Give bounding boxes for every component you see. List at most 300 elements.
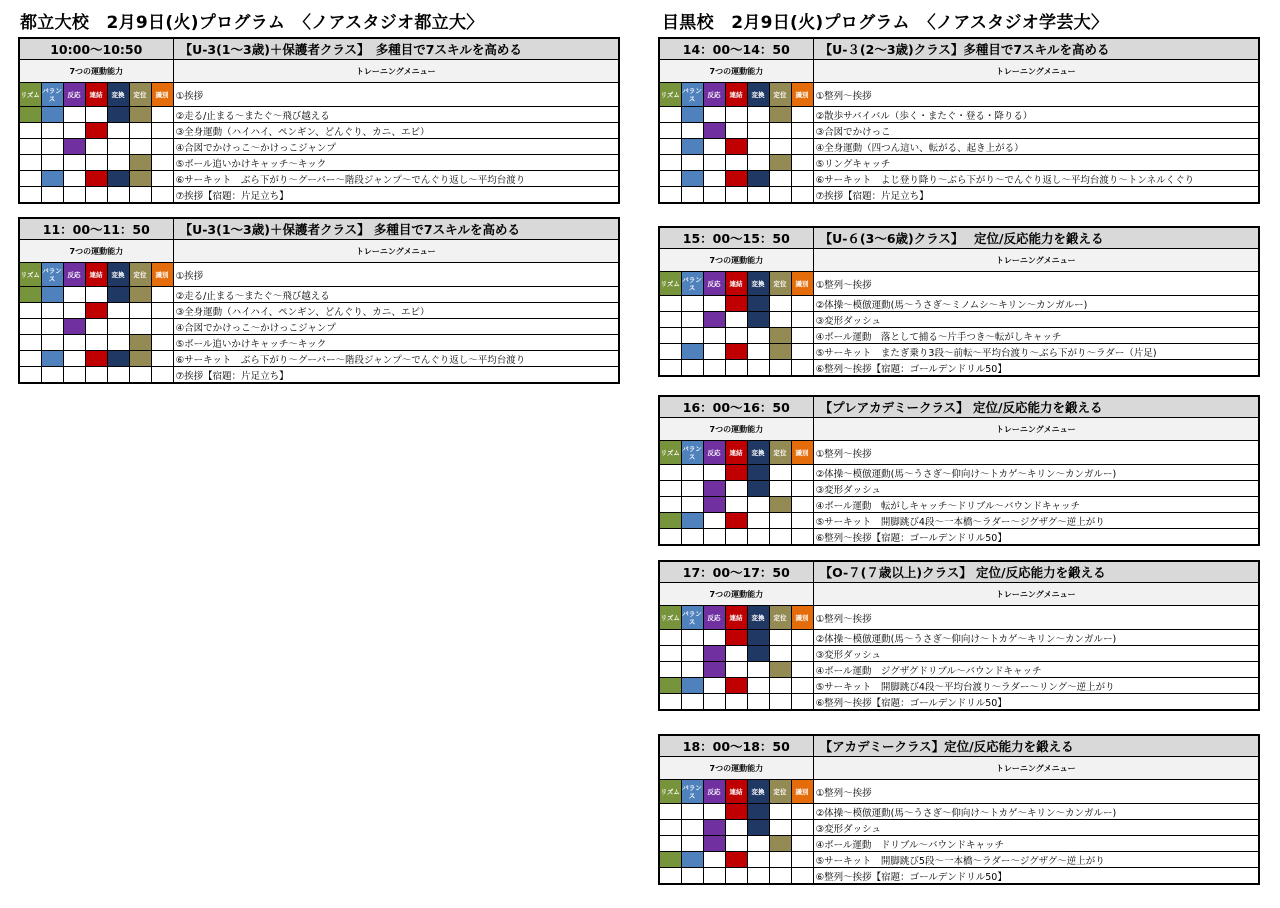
ability-mark-coordination (85, 171, 107, 187)
left-school-column (20, 8, 620, 38)
ability-cell-empty (85, 319, 107, 335)
ability-cell-empty (769, 630, 791, 646)
session-time: 15：00〜15：50 (659, 227, 813, 249)
ability-cell-empty (703, 296, 725, 312)
ability-cell-empty (791, 187, 813, 204)
ability-mark-reaction (703, 312, 725, 328)
ability-mark-orientation (129, 107, 151, 123)
ability-cell-empty (791, 868, 813, 885)
abilities-header: 7つの運動能力 (659, 757, 813, 780)
ability-cell-empty (107, 303, 129, 319)
right-school-column (662, 8, 1262, 38)
ability-cell-empty (659, 312, 681, 328)
ability-mark-orientation (769, 497, 791, 513)
ability-cell-empty (19, 123, 41, 139)
abilities-header: 7つの運動能力 (659, 583, 813, 606)
ability-cell-empty (681, 296, 703, 312)
menu-row (19, 139, 619, 155)
abilities-header: 7つの運動能力 (19, 240, 173, 263)
ability-cell-empty (659, 694, 681, 711)
menu-item: ⑥整列〜挨拶【宿題：ゴールデンドリル50】 (813, 868, 1259, 885)
ability-cell-empty (703, 465, 725, 481)
session-class: 【U-3(1〜3歳)＋保護者クラス】 多種目で7スキルを高める (173, 218, 619, 240)
session-class: 【U-６(3〜6歳)クラス】 定位/反応能力を鍛える (813, 227, 1259, 249)
ability-cell-empty (747, 513, 769, 529)
schedule-block (18, 217, 620, 384)
ability-cell-empty (747, 868, 769, 885)
ability-cell-empty (659, 481, 681, 497)
ability-reaction-label: 反応 (63, 263, 85, 287)
ability-cell-empty (703, 344, 725, 360)
session-header (659, 38, 1259, 60)
ability-conversion-label: 変換 (747, 83, 769, 107)
ability-cell-empty (681, 328, 703, 344)
ability-cell-empty (747, 836, 769, 852)
menu-item: ⑤リングキャッチ (813, 155, 1259, 171)
ability-cell-empty (703, 804, 725, 820)
menu-row (659, 662, 1259, 678)
menu-row (19, 367, 619, 384)
ability-mark-reaction (703, 662, 725, 678)
school-title: 目黒校 2月9日(火)プログラム 〈ノアスタジオ学芸大〉 (662, 13, 1109, 33)
ability-cell-empty (769, 312, 791, 328)
ability-mark-conversion (747, 296, 769, 312)
ability-coordination-label: 連結 (85, 83, 107, 107)
ability-cell-empty (151, 171, 173, 187)
menu-item: ⑦挨拶【宿題：片足立ち】 (173, 187, 619, 204)
ability-cell-empty (107, 319, 129, 335)
ability-cell-empty (659, 171, 681, 187)
ability-cell-empty (791, 465, 813, 481)
ability-cell-empty (703, 678, 725, 694)
ability-cell-empty (107, 335, 129, 351)
column-header-row (19, 60, 619, 83)
ability-cell-empty (63, 303, 85, 319)
ability-differentiation-label: 識別 (791, 441, 813, 465)
menu-row (19, 335, 619, 351)
ability-orientation-label: 定位 (769, 83, 791, 107)
ability-mark-conversion (747, 630, 769, 646)
ability-balance-label: バランス (681, 272, 703, 296)
menu-row (659, 296, 1259, 312)
ability-cell-empty (63, 107, 85, 123)
ability-mark-coordination (725, 852, 747, 868)
ability-rhythm-label: リズム (659, 272, 681, 296)
ability-mark-balance (681, 678, 703, 694)
ability-cell-empty (107, 123, 129, 139)
ability-cell-empty (703, 630, 725, 646)
menu-item: ⑤サーキット 開脚跳び4段〜一本橋〜ラダー〜ジグザグ〜逆上がり (813, 513, 1259, 529)
ability-cell-empty (791, 662, 813, 678)
menu-item: ④ボール運動 転がしキャッチ〜ドリブル〜バウンドキャッチ (813, 497, 1259, 513)
ability-cell-empty (659, 646, 681, 662)
menu-item: ③変形ダッシュ (813, 481, 1259, 497)
ability-rhythm-label: リズム (659, 83, 681, 107)
ability-row (659, 606, 1259, 630)
ability-cell-empty (681, 155, 703, 171)
ability-cell-empty (681, 360, 703, 377)
ability-conversion-label: 変換 (107, 83, 129, 107)
ability-cell-empty (151, 187, 173, 204)
ability-cell-empty (725, 360, 747, 377)
schedule-block (658, 560, 1260, 711)
ability-cell-empty (681, 465, 703, 481)
ability-conversion-label: 変換 (747, 780, 769, 804)
ability-mark-reaction (703, 481, 725, 497)
ability-cell-empty (85, 107, 107, 123)
ability-coordination-label: 連結 (725, 272, 747, 296)
ability-mark-conversion (747, 312, 769, 328)
ability-mark-conversion (747, 481, 769, 497)
ability-cell-empty (747, 139, 769, 155)
ability-cell-empty (725, 497, 747, 513)
ability-cell-empty (151, 335, 173, 351)
menu-row (659, 171, 1259, 187)
menu-item: ④ボール運動 落として捕る〜片手つき〜転がしキャッチ (813, 328, 1259, 344)
ability-cell-empty (747, 852, 769, 868)
ability-cell-empty (791, 852, 813, 868)
ability-reaction-label: 反応 (703, 83, 725, 107)
abilities-header: 7つの運動能力 (659, 418, 813, 441)
abilities-header: 7つの運動能力 (659, 249, 813, 272)
ability-cell-empty (85, 367, 107, 384)
ability-cell-empty (791, 529, 813, 546)
abilities-header: 7つの運動能力 (19, 60, 173, 83)
ability-mark-conversion (107, 171, 129, 187)
ability-mark-orientation (129, 287, 151, 303)
menu-item: ⑤ボール追いかけキャッチ〜キック (173, 335, 619, 351)
ability-cell-empty (41, 335, 63, 351)
schedule-block (658, 734, 1260, 885)
ability-mark-orientation (129, 335, 151, 351)
menu-row (19, 319, 619, 335)
ability-cell-empty (791, 820, 813, 836)
ability-mark-coordination (725, 296, 747, 312)
ability-cell-empty (63, 351, 85, 367)
ability-cell-empty (747, 529, 769, 546)
ability-mark-coordination (725, 465, 747, 481)
menu-item: ④全身運動（四つん這い、転がる、起き上がる） (813, 139, 1259, 155)
ability-cell-empty (769, 529, 791, 546)
ability-cell-empty (769, 123, 791, 139)
menu-item: ③合図でかけっこ (813, 123, 1259, 139)
column-header-row (659, 757, 1259, 780)
ability-mark-conversion (107, 107, 129, 123)
ability-cell-empty (791, 836, 813, 852)
ability-cell-empty (659, 497, 681, 513)
menu-item: ③変形ダッシュ (813, 820, 1259, 836)
ability-rhythm-label: リズム (659, 606, 681, 630)
ability-cell-empty (725, 155, 747, 171)
ability-mark-balance (681, 852, 703, 868)
menu-row (659, 107, 1259, 123)
ability-cell-empty (747, 360, 769, 377)
ability-mark-reaction (63, 139, 85, 155)
menu-row (659, 481, 1259, 497)
ability-cell-empty (659, 123, 681, 139)
ability-cell-empty (703, 187, 725, 204)
menu-item: ⑥整列〜挨拶【宿題：ゴールデンドリル50】 (813, 360, 1259, 377)
ability-balance-label: バランス (41, 83, 63, 107)
ability-cell-empty (151, 319, 173, 335)
ability-cell-empty (747, 155, 769, 171)
menu-row (19, 351, 619, 367)
ability-mark-conversion (747, 804, 769, 820)
ability-cell-empty (725, 868, 747, 885)
menu-row (659, 155, 1259, 171)
ability-cell-empty (19, 367, 41, 384)
ability-cell-empty (725, 123, 747, 139)
session-class: 【U-３(2〜3歳)クラス】多種目で7スキルを高める (813, 38, 1259, 60)
menu-row (19, 123, 619, 139)
menu-row (659, 836, 1259, 852)
menu-header: トレーニングメニュー (813, 60, 1259, 83)
ability-cell-empty (747, 662, 769, 678)
ability-cell-empty (791, 123, 813, 139)
ability-mark-coordination (85, 351, 107, 367)
ability-mark-conversion (747, 820, 769, 836)
ability-balance-label: バランス (681, 780, 703, 804)
ability-cell-empty (681, 123, 703, 139)
menu-item: ②体操〜模倣運動(馬〜うさぎ〜仰向け〜トカゲ〜キリン〜カンガルー) (813, 630, 1259, 646)
ability-conversion-label: 変換 (107, 263, 129, 287)
ability-balance-label: バランス (41, 263, 63, 287)
ability-mark-coordination (725, 630, 747, 646)
menu-item: ②走る/止まる〜またぐ〜飛び越える (173, 287, 619, 303)
ability-mark-reaction (703, 820, 725, 836)
ability-cell-empty (747, 678, 769, 694)
menu-row (659, 328, 1259, 344)
ability-mark-balance (41, 107, 63, 123)
ability-cell-empty (681, 481, 703, 497)
ability-cell-empty (791, 360, 813, 377)
menu-row (659, 360, 1259, 377)
ability-cell-empty (659, 630, 681, 646)
ability-reaction-label: 反応 (703, 780, 725, 804)
ability-mark-reaction (703, 123, 725, 139)
ability-cell-empty (151, 351, 173, 367)
ability-cell-empty (769, 171, 791, 187)
ability-cell-empty (725, 662, 747, 678)
menu-header: トレーニングメニュー (173, 60, 619, 83)
ability-cell-empty (659, 868, 681, 885)
menu-item: ①整列〜挨拶 (813, 606, 1259, 630)
menu-row (659, 123, 1259, 139)
ability-mark-coordination (725, 139, 747, 155)
menu-item: ②散歩サバイバル（歩く・またぐ・登る・降りる） (813, 107, 1259, 123)
ability-mark-conversion (747, 646, 769, 662)
session-time: 18：00〜18：50 (659, 735, 813, 757)
ability-balance-label: バランス (681, 441, 703, 465)
ability-cell-empty (659, 328, 681, 344)
ability-cell-empty (747, 344, 769, 360)
menu-row (659, 646, 1259, 662)
ability-cell-empty (791, 312, 813, 328)
ability-cell-empty (63, 335, 85, 351)
menu-row (659, 804, 1259, 820)
ability-cell-empty (129, 123, 151, 139)
ability-conversion-label: 変換 (747, 272, 769, 296)
ability-cell-empty (769, 646, 791, 662)
schedule-table (658, 734, 1260, 885)
ability-cell-empty (85, 335, 107, 351)
ability-coordination-label: 連結 (725, 606, 747, 630)
ability-mark-orientation (769, 107, 791, 123)
ability-balance-label: バランス (681, 83, 703, 107)
ability-mark-orientation (769, 344, 791, 360)
menu-row (659, 820, 1259, 836)
ability-cell-empty (659, 465, 681, 481)
ability-cell-empty (681, 187, 703, 204)
schedule-table (18, 37, 620, 204)
menu-item: ③変形ダッシュ (813, 646, 1259, 662)
ability-mark-reaction (703, 497, 725, 513)
ability-mark-coordination (725, 678, 747, 694)
ability-cell-empty (791, 155, 813, 171)
session-time: 11：00〜11：50 (19, 218, 173, 240)
ability-cell-empty (681, 497, 703, 513)
ability-cell-empty (659, 529, 681, 546)
ability-mark-orientation (129, 155, 151, 171)
column-header-row (19, 240, 619, 263)
menu-item: ①整列〜挨拶 (813, 83, 1259, 107)
ability-cell-empty (703, 868, 725, 885)
ability-cell-empty (129, 367, 151, 384)
schedule-table (658, 395, 1260, 546)
ability-cell-empty (703, 328, 725, 344)
ability-mark-orientation (769, 662, 791, 678)
ability-cell-empty (791, 171, 813, 187)
menu-row (659, 312, 1259, 328)
ability-mark-rhythm (19, 287, 41, 303)
menu-item: ②走る/止まる〜またぐ〜飛び越える (173, 107, 619, 123)
ability-cell-empty (63, 171, 85, 187)
menu-row (659, 344, 1259, 360)
ability-cell-empty (19, 139, 41, 155)
ability-mark-conversion (107, 287, 129, 303)
menu-item: ⑥整列〜挨拶【宿題：ゴールデンドリル50】 (813, 529, 1259, 546)
ability-mark-balance (681, 513, 703, 529)
menu-item: ⑤サーキット 開脚跳び4段〜平均台渡り〜ラダー〜リング〜逆上がり (813, 678, 1259, 694)
ability-cell-empty (681, 804, 703, 820)
ability-cell-empty (681, 630, 703, 646)
column-header-row (659, 249, 1259, 272)
session-time: 14：00〜14：50 (659, 38, 813, 60)
ability-row (659, 272, 1259, 296)
ability-mark-reaction (703, 646, 725, 662)
menu-row (659, 139, 1259, 155)
menu-row (659, 465, 1259, 481)
ability-cell-empty (63, 287, 85, 303)
ability-cell-empty (725, 481, 747, 497)
ability-cell-empty (725, 820, 747, 836)
menu-item: ⑥整列〜挨拶【宿題：ゴールデンドリル50】 (813, 694, 1259, 711)
menu-item: ⑤ボール追いかけキャッチ〜キック (173, 155, 619, 171)
ability-cell-empty (41, 187, 63, 204)
ability-cell-empty (41, 303, 63, 319)
ability-mark-coordination (725, 171, 747, 187)
ability-orientation-label: 定位 (769, 272, 791, 296)
ability-cell-empty (63, 123, 85, 139)
ability-mark-orientation (129, 351, 151, 367)
menu-row (659, 529, 1259, 546)
ability-cell-empty (791, 139, 813, 155)
column-header-row (659, 418, 1259, 441)
menu-item: ①整列〜挨拶 (813, 272, 1259, 296)
ability-cell-empty (107, 155, 129, 171)
menu-row (19, 187, 619, 204)
menu-row (19, 303, 619, 319)
ability-cell-empty (769, 481, 791, 497)
ability-cell-empty (747, 328, 769, 344)
ability-cell-empty (681, 646, 703, 662)
ability-reaction-label: 反応 (703, 441, 725, 465)
ability-row (659, 441, 1259, 465)
ability-cell-empty (747, 123, 769, 139)
ability-mark-balance (41, 351, 63, 367)
ability-rhythm-label: リズム (659, 441, 681, 465)
menu-item: ③全身運動（ハイハイ、ペンギン、どんぐり、カニ、エビ） (173, 123, 619, 139)
ability-differentiation-label: 識別 (791, 606, 813, 630)
column-header-row (659, 60, 1259, 83)
ability-mark-balance (681, 139, 703, 155)
ability-cell-empty (703, 171, 725, 187)
ability-cell-empty (19, 319, 41, 335)
menu-item: ④ボール運動 ジグザグドリブル〜バウンドキャッチ (813, 662, 1259, 678)
ability-cell-empty (769, 804, 791, 820)
ability-cell-empty (769, 187, 791, 204)
schedule-block (18, 37, 620, 204)
ability-coordination-label: 連結 (725, 441, 747, 465)
ability-orientation-label: 定位 (129, 263, 151, 287)
ability-orientation-label: 定位 (769, 780, 791, 804)
ability-cell-empty (791, 630, 813, 646)
session-class: 【U-3(1〜3歳)＋保護者クラス】 多種目で7スキルを高める (173, 38, 619, 60)
menu-header: トレーニングメニュー (173, 240, 619, 263)
ability-cell-empty (769, 296, 791, 312)
ability-cell-empty (747, 694, 769, 711)
ability-cell-empty (703, 155, 725, 171)
ability-cell-empty (151, 367, 173, 384)
ability-rhythm-label: リズム (19, 263, 41, 287)
ability-cell-empty (769, 852, 791, 868)
ability-mark-coordination (85, 123, 107, 139)
column-header-row (659, 583, 1259, 606)
ability-mark-coordination (725, 513, 747, 529)
ability-mark-rhythm (659, 678, 681, 694)
ability-cell-empty (703, 360, 725, 377)
session-header (659, 396, 1259, 418)
ability-cell-empty (41, 123, 63, 139)
ability-cell-empty (703, 107, 725, 123)
ability-mark-balance (681, 107, 703, 123)
ability-cell-empty (725, 107, 747, 123)
ability-cell-empty (41, 367, 63, 384)
ability-cell-empty (791, 481, 813, 497)
ability-mark-coordination (725, 804, 747, 820)
menu-item: ②体操〜模倣運動(馬〜うさぎ〜仰向け〜トカゲ〜キリン〜カンガルー) (813, 465, 1259, 481)
ability-cell-empty (791, 513, 813, 529)
ability-cell-empty (791, 344, 813, 360)
menu-item: ①挨拶 (173, 83, 619, 107)
ability-cell-empty (151, 107, 173, 123)
ability-cell-empty (659, 804, 681, 820)
ability-mark-conversion (747, 465, 769, 481)
abilities-header: 7つの運動能力 (659, 60, 813, 83)
ability-mark-reaction (63, 319, 85, 335)
ability-cell-empty (41, 319, 63, 335)
ability-row (659, 83, 1259, 107)
